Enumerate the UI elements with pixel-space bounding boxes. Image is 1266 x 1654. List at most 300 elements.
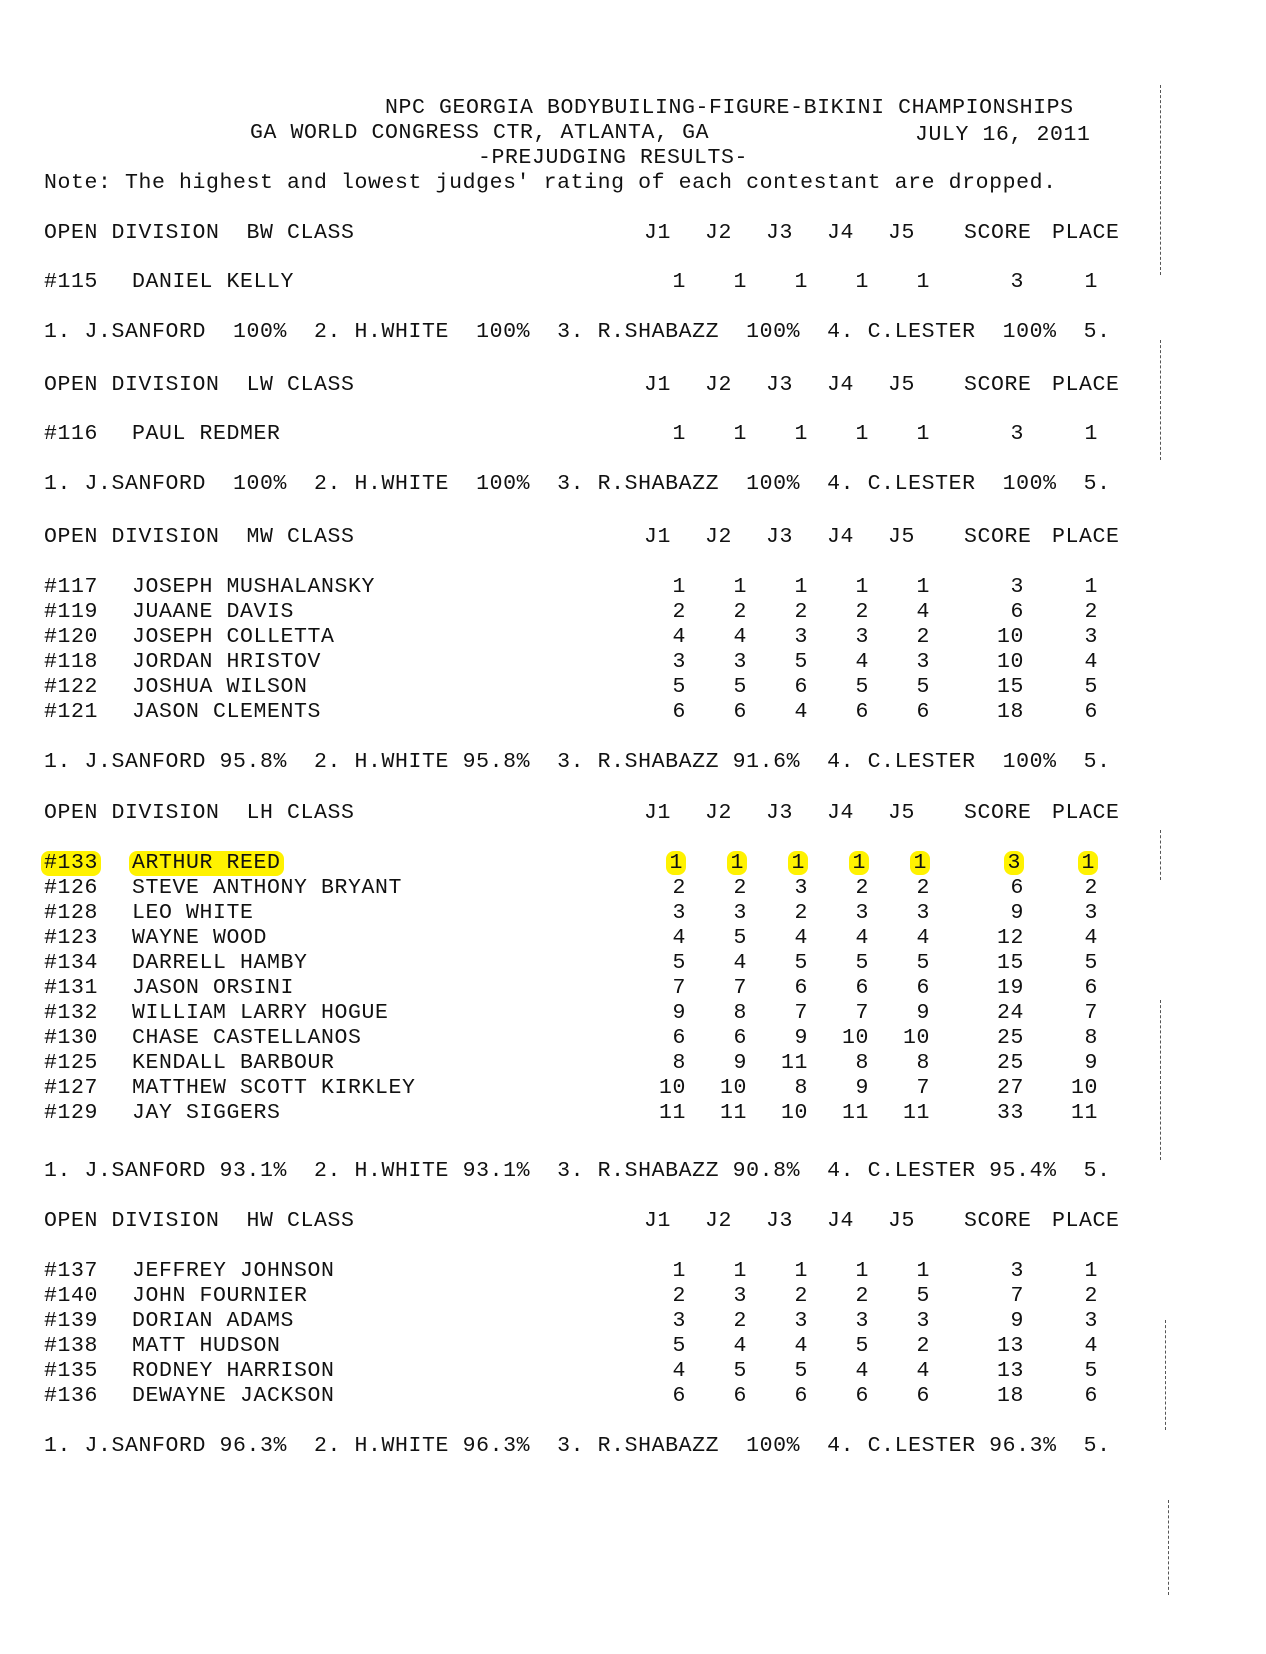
col-header-j2: J2	[705, 1209, 733, 1233]
contestant-number: #131	[44, 976, 99, 1000]
col-header-j1: J1	[644, 221, 672, 245]
col-header-j1: J1	[644, 373, 672, 397]
total-score: 6	[1010, 600, 1024, 624]
judge1-rank: 9	[672, 1001, 686, 1025]
judge1-rank: 1	[672, 1259, 686, 1283]
col-header-score: SCORE	[964, 221, 1032, 245]
judge5-rank: 8	[916, 1051, 930, 1075]
contestant-name: STEVE ANTHONY BRYANT	[132, 876, 403, 900]
judge2-rank: 2	[733, 1309, 747, 1333]
contestant-name: RODNEY HARRISON	[132, 1359, 335, 1383]
judge3-rank: 4	[794, 700, 808, 724]
contestant-number: #130	[44, 1026, 99, 1050]
contestant-number: #121	[44, 700, 99, 724]
judge3-rank: 11	[780, 1051, 808, 1075]
judge2-rank: 1	[733, 575, 747, 599]
total-score: 25	[996, 1026, 1024, 1050]
judge5-rank: 5	[916, 951, 930, 975]
judge2-rank: 10	[719, 1076, 747, 1100]
judge1-rank: 4	[672, 926, 686, 950]
contestant-number: #134	[44, 951, 99, 975]
contestant-number: #126	[44, 876, 99, 900]
judge2-rank: 3	[733, 1284, 747, 1308]
contestant-name: JASON CLEMENTS	[132, 700, 322, 724]
contestant-name: LEO WHITE	[132, 901, 254, 925]
judge1-rank: 5	[672, 951, 686, 975]
judge3-rank: 3	[794, 625, 808, 649]
table-row	[44, 650, 1184, 675]
placing: 2	[1084, 1284, 1098, 1308]
contestant-number: #137	[44, 1259, 99, 1283]
table-row	[44, 1026, 1184, 1051]
contestant-number: #132	[44, 1001, 99, 1025]
placing: 2	[1084, 876, 1098, 900]
contestant-name: DARRELL HAMBY	[132, 951, 308, 975]
judge3-rank: 9	[794, 1026, 808, 1050]
table-row	[44, 1309, 1184, 1334]
total-score: 7	[1010, 1284, 1024, 1308]
judge1-rank: 4	[672, 625, 686, 649]
contestant-number: #139	[44, 1309, 99, 1333]
judge5-rank: 3	[916, 1309, 930, 1333]
judge4-rank: 6	[855, 700, 869, 724]
total-score: 9	[1010, 1309, 1024, 1333]
judge2-rank: 4	[733, 1334, 747, 1358]
judge2-rank: 9	[733, 1051, 747, 1075]
judge5-rank: 9	[916, 1001, 930, 1025]
judge3-rank: 1	[794, 270, 808, 294]
section-header	[44, 1209, 1184, 1234]
placing: 6	[1084, 976, 1098, 1000]
judge5-rank: 6	[916, 1384, 930, 1408]
judge2-rank: 3	[733, 901, 747, 925]
judge5-rank: 4	[916, 600, 930, 624]
placing: 8	[1084, 1026, 1098, 1050]
total-score: 18	[996, 1384, 1024, 1408]
placing: 4	[1084, 650, 1098, 674]
table-row	[44, 1101, 1184, 1126]
placing: 10	[1070, 1076, 1098, 1100]
contestant-name: KENDALL BARBOUR	[132, 1051, 335, 1075]
table-row	[44, 700, 1184, 725]
judge5-rank: 1	[916, 422, 930, 446]
total-score: 18	[996, 700, 1024, 724]
section-header	[44, 221, 1184, 246]
judge3-rank: 4	[794, 926, 808, 950]
total-score: 13	[996, 1334, 1024, 1358]
contestant-number: #115	[44, 270, 99, 294]
judge5-rank: 2	[916, 625, 930, 649]
judge1-rank: 6	[672, 1384, 686, 1408]
judge2-rank: 2	[733, 600, 747, 624]
judge4-rank: 2	[855, 1284, 869, 1308]
table-row	[44, 1076, 1184, 1101]
judge3-rank: 6	[794, 976, 808, 1000]
judge-agreement-line: 1. J.SANFORD 100% 2. H.WHITE 100% 3. R.SHABAZZ 100% 4. C.LESTER 100% 5.	[44, 472, 1111, 496]
col-header-j2: J2	[705, 525, 733, 549]
contestant-number: #123	[44, 926, 99, 950]
judge2-rank: 11	[719, 1101, 747, 1125]
total-score: 15	[996, 675, 1024, 699]
placing: 6	[1084, 1384, 1098, 1408]
contestant-number: #125	[44, 1051, 99, 1075]
contestant-number: #140	[44, 1284, 99, 1308]
table-row	[44, 951, 1184, 976]
col-header-j1: J1	[644, 525, 672, 549]
section-title: OPEN DIVISION HW CLASS	[44, 1209, 355, 1233]
col-header-place: PLACE	[1052, 373, 1120, 397]
contestant-name: JAY SIGGERS	[132, 1101, 281, 1125]
judge4-rank: 1	[855, 575, 869, 599]
event-date: JULY 16, 2011	[915, 123, 1091, 147]
table-row	[44, 675, 1184, 700]
judge1-rank: 1	[672, 270, 686, 294]
placing: 3	[1084, 1309, 1098, 1333]
total-score: 33	[996, 1101, 1024, 1125]
judge1-rank: 1	[672, 422, 686, 446]
judge1-rank: 6	[672, 700, 686, 724]
placing: 3	[1084, 901, 1098, 925]
section-title: OPEN DIVISION MW CLASS	[44, 525, 355, 549]
judge1-rank: 5	[672, 1334, 686, 1358]
total-score: 10	[996, 650, 1024, 674]
judge4-rank: 1	[849, 851, 869, 875]
judge5-rank: 4	[916, 1359, 930, 1383]
contestant-name: JORDAN HRISTOV	[132, 650, 322, 674]
total-score: 12	[996, 926, 1024, 950]
judge5-rank: 2	[916, 876, 930, 900]
judge2-rank: 6	[733, 1026, 747, 1050]
judge2-rank: 6	[733, 700, 747, 724]
document-subtitle: -PREJUDGING RESULTS-	[478, 146, 749, 170]
contestant-name: MATT HUDSON	[132, 1334, 281, 1358]
col-header-score: SCORE	[964, 801, 1032, 825]
col-header-score: SCORE	[964, 373, 1032, 397]
judge3-rank: 3	[794, 876, 808, 900]
col-header-j3: J3	[766, 221, 794, 245]
judge1-rank: 8	[672, 1051, 686, 1075]
contestant-number: #138	[44, 1334, 99, 1358]
judge2-rank: 2	[733, 876, 747, 900]
table-row	[44, 1051, 1184, 1076]
table-row	[44, 1001, 1184, 1026]
table-row	[44, 1334, 1184, 1359]
judge1-rank: 3	[672, 901, 686, 925]
judge4-rank: 3	[855, 625, 869, 649]
judge3-rank: 7	[794, 1001, 808, 1025]
scan-artifact-line	[1168, 1500, 1169, 1595]
contestant-name: JOSEPH COLLETTA	[132, 625, 335, 649]
document-title: NPC GEORGIA BODYBUILING-FIGURE-BIKINI CHAMPIONSHIPS	[385, 96, 1074, 120]
judge3-rank: 8	[794, 1076, 808, 1100]
scan-artifact-line	[1160, 85, 1161, 275]
judge1-rank: 2	[672, 876, 686, 900]
total-score: 6	[1010, 876, 1024, 900]
judge2-rank: 5	[733, 926, 747, 950]
table-row	[44, 876, 1184, 901]
contestant-number: #136	[44, 1384, 99, 1408]
judge3-rank: 4	[794, 1334, 808, 1358]
judge5-rank: 6	[916, 976, 930, 1000]
judge2-rank: 1	[733, 270, 747, 294]
judge5-rank: 11	[902, 1101, 930, 1125]
col-header-j1: J1	[644, 801, 672, 825]
judge2-rank: 3	[733, 650, 747, 674]
judge1-rank: 7	[672, 976, 686, 1000]
contestant-name: JOHN FOURNIER	[132, 1284, 308, 1308]
judge4-rank: 6	[855, 976, 869, 1000]
judge4-rank: 3	[855, 1309, 869, 1333]
col-header-place: PLACE	[1052, 801, 1120, 825]
col-header-j5: J5	[888, 525, 916, 549]
judge1-rank: 5	[672, 675, 686, 699]
col-header-j1: J1	[644, 1209, 672, 1233]
judge1-rank: 1	[666, 851, 686, 875]
judge3-rank: 5	[794, 951, 808, 975]
scan-artifact-line	[1160, 830, 1161, 880]
judge3-rank: 5	[794, 650, 808, 674]
judge2-rank: 5	[733, 675, 747, 699]
judge4-rank: 1	[855, 1259, 869, 1283]
judge4-rank: 1	[855, 270, 869, 294]
contestant-number: #117	[44, 575, 99, 599]
placing: 5	[1084, 951, 1098, 975]
placing: 9	[1084, 1051, 1098, 1075]
judge1-rank: 2	[672, 1284, 686, 1308]
scan-artifact-line	[1160, 1000, 1161, 1160]
scoring-note: Note: The highest and lowest judges' rating of each contestant are dropped.	[44, 171, 1057, 195]
judge5-rank: 6	[916, 700, 930, 724]
contestant-number: #118	[44, 650, 99, 674]
judge4-rank: 10	[841, 1026, 869, 1050]
judge4-rank: 4	[855, 650, 869, 674]
judge4-rank: 4	[855, 1359, 869, 1383]
col-header-j3: J3	[766, 525, 794, 549]
placing: 4	[1084, 1334, 1098, 1358]
col-header-j4: J4	[827, 525, 855, 549]
judge3-rank: 1	[794, 575, 808, 599]
judge4-rank: 5	[855, 951, 869, 975]
contestant-number: #128	[44, 901, 99, 925]
judge4-rank: 8	[855, 1051, 869, 1075]
judge4-rank: 5	[855, 675, 869, 699]
contestant-number: #127	[44, 1076, 99, 1100]
col-header-j5: J5	[888, 801, 916, 825]
col-header-score: SCORE	[964, 1209, 1032, 1233]
table-row	[44, 901, 1184, 926]
total-score: 3	[1010, 575, 1024, 599]
total-score: 19	[996, 976, 1024, 1000]
contestant-name: DEWAYNE JACKSON	[132, 1384, 335, 1408]
col-header-place: PLACE	[1052, 1209, 1120, 1233]
judge2-rank: 8	[733, 1001, 747, 1025]
table-row	[44, 270, 1184, 295]
table-row	[44, 976, 1184, 1001]
judge-agreement-line: 1. J.SANFORD 96.3% 2. H.WHITE 96.3% 3. R.SHABAZZ 100% 4. C.LESTER 96.3% 5.	[44, 1434, 1111, 1458]
judge4-rank: 2	[855, 600, 869, 624]
col-header-j2: J2	[705, 801, 733, 825]
col-header-j5: J5	[888, 373, 916, 397]
contestant-number: #116	[44, 422, 99, 446]
placing: 1	[1084, 422, 1098, 446]
judge5-rank: 10	[902, 1026, 930, 1050]
judge4-rank: 11	[841, 1101, 869, 1125]
judge4-rank: 2	[855, 876, 869, 900]
judge4-rank: 5	[855, 1334, 869, 1358]
total-score: 13	[996, 1359, 1024, 1383]
col-header-place: PLACE	[1052, 525, 1120, 549]
judge-agreement-line: 1. J.SANFORD 93.1% 2. H.WHITE 93.1% 3. R.SHABAZZ 90.8% 4. C.LESTER 95.4% 5.	[44, 1159, 1111, 1183]
col-header-score: SCORE	[964, 525, 1032, 549]
judge1-rank: 3	[672, 650, 686, 674]
judge1-rank: 3	[672, 1309, 686, 1333]
contestant-name: ARTHUR REED	[129, 851, 284, 876]
judge2-rank: 1	[733, 422, 747, 446]
judge5-rank: 3	[916, 650, 930, 674]
judge2-rank: 6	[733, 1384, 747, 1408]
col-header-place: PLACE	[1052, 221, 1120, 245]
judge1-rank: 10	[658, 1076, 686, 1100]
section-header	[44, 525, 1184, 550]
table-row	[44, 851, 1184, 876]
placing: 1	[1078, 851, 1098, 875]
table-row	[44, 422, 1184, 447]
judge2-rank: 4	[733, 625, 747, 649]
judge3-rank: 10	[780, 1101, 808, 1125]
judge3-rank: 1	[794, 422, 808, 446]
contestant-name: CHASE CASTELLANOS	[132, 1026, 362, 1050]
table-row	[44, 1359, 1184, 1384]
judge5-rank: 2	[916, 1334, 930, 1358]
judge2-rank: 7	[733, 976, 747, 1000]
judge1-rank: 4	[672, 1359, 686, 1383]
total-score: 15	[996, 951, 1024, 975]
section-title: OPEN DIVISION LW CLASS	[44, 373, 355, 397]
table-row	[44, 625, 1184, 650]
total-score: 3	[1010, 1259, 1024, 1283]
judge3-rank: 1	[788, 851, 808, 875]
judge1-rank: 6	[672, 1026, 686, 1050]
placing: 3	[1084, 625, 1098, 649]
col-header-j4: J4	[827, 221, 855, 245]
judge1-rank: 11	[658, 1101, 686, 1125]
total-score: 25	[996, 1051, 1024, 1075]
judge3-rank: 6	[794, 1384, 808, 1408]
contestant-name: DANIEL KELLY	[132, 270, 295, 294]
judge3-rank: 2	[794, 600, 808, 624]
judge3-rank: 3	[794, 1309, 808, 1333]
table-row	[44, 1284, 1184, 1309]
section-title: OPEN DIVISION LH CLASS	[44, 801, 355, 825]
judge2-rank: 4	[733, 951, 747, 975]
contestant-name: PAUL REDMER	[132, 422, 281, 446]
judge3-rank: 5	[794, 1359, 808, 1383]
judge4-rank: 1	[855, 422, 869, 446]
judge2-rank: 1	[733, 1259, 747, 1283]
contestant-number: #135	[44, 1359, 99, 1383]
contestant-name: JOSHUA WILSON	[132, 675, 308, 699]
judge5-rank: 7	[916, 1076, 930, 1100]
total-score: 3	[1004, 851, 1024, 875]
contestant-number: #133	[41, 851, 101, 876]
table-row	[44, 600, 1184, 625]
judge5-rank: 5	[916, 675, 930, 699]
judge3-rank: 6	[794, 675, 808, 699]
placing: 5	[1084, 1359, 1098, 1383]
placing: 11	[1070, 1101, 1098, 1125]
contestant-name: WILLIAM LARRY HOGUE	[132, 1001, 389, 1025]
placing: 6	[1084, 700, 1098, 724]
venue: GA WORLD CONGRESS CTR, ATLANTA, GA	[250, 121, 710, 145]
placing: 1	[1084, 575, 1098, 599]
col-header-j3: J3	[766, 373, 794, 397]
table-row	[44, 1259, 1184, 1284]
contestant-name: JOSEPH MUSHALANSKY	[132, 575, 376, 599]
judge4-rank: 6	[855, 1384, 869, 1408]
total-score: 27	[996, 1076, 1024, 1100]
judge5-rank: 1	[916, 270, 930, 294]
table-row	[44, 1384, 1184, 1409]
col-header-j4: J4	[827, 801, 855, 825]
judge2-rank: 5	[733, 1359, 747, 1383]
section-header	[44, 373, 1184, 398]
total-score: 3	[1010, 422, 1024, 446]
placing: 1	[1084, 1259, 1098, 1283]
judge4-rank: 3	[855, 901, 869, 925]
contestant-number: #120	[44, 625, 99, 649]
table-row	[44, 575, 1184, 600]
placing: 2	[1084, 600, 1098, 624]
col-header-j3: J3	[766, 1209, 794, 1233]
section-header	[44, 801, 1184, 826]
col-header-j2: J2	[705, 373, 733, 397]
col-header-j3: J3	[766, 801, 794, 825]
judge5-rank: 3	[916, 901, 930, 925]
section-title: OPEN DIVISION BW CLASS	[44, 221, 355, 245]
contestant-number: #129	[44, 1101, 99, 1125]
contestant-name: DORIAN ADAMS	[132, 1309, 295, 1333]
judge5-rank: 1	[910, 851, 930, 875]
contestant-number: #122	[44, 675, 99, 699]
judge5-rank: 1	[916, 1259, 930, 1283]
contestant-number: #119	[44, 600, 99, 624]
col-header-j5: J5	[888, 221, 916, 245]
judge5-rank: 4	[916, 926, 930, 950]
judge-agreement-line: 1. J.SANFORD 95.8% 2. H.WHITE 95.8% 3. R.SHABAZZ 91.6% 4. C.LESTER 100% 5.	[44, 750, 1111, 774]
contestant-name: JEFFREY JOHNSON	[132, 1259, 335, 1283]
contestant-name: MATTHEW SCOTT KIRKLEY	[132, 1076, 416, 1100]
judge3-rank: 2	[794, 1284, 808, 1308]
col-header-j5: J5	[888, 1209, 916, 1233]
judge3-rank: 2	[794, 901, 808, 925]
judge1-rank: 2	[672, 600, 686, 624]
col-header-j4: J4	[827, 1209, 855, 1233]
judge4-rank: 4	[855, 926, 869, 950]
contestant-name: WAYNE WOOD	[132, 926, 268, 950]
judge5-rank: 5	[916, 1284, 930, 1308]
judge2-rank: 1	[727, 851, 747, 875]
placing: 7	[1084, 1001, 1098, 1025]
scan-artifact-line	[1160, 340, 1161, 460]
table-row	[44, 926, 1184, 951]
placing: 1	[1084, 270, 1098, 294]
contestant-name: JUAANE DAVIS	[132, 600, 295, 624]
judge4-rank: 9	[855, 1076, 869, 1100]
placing: 4	[1084, 926, 1098, 950]
total-score: 24	[996, 1001, 1024, 1025]
judge3-rank: 1	[794, 1259, 808, 1283]
placing: 5	[1084, 675, 1098, 699]
